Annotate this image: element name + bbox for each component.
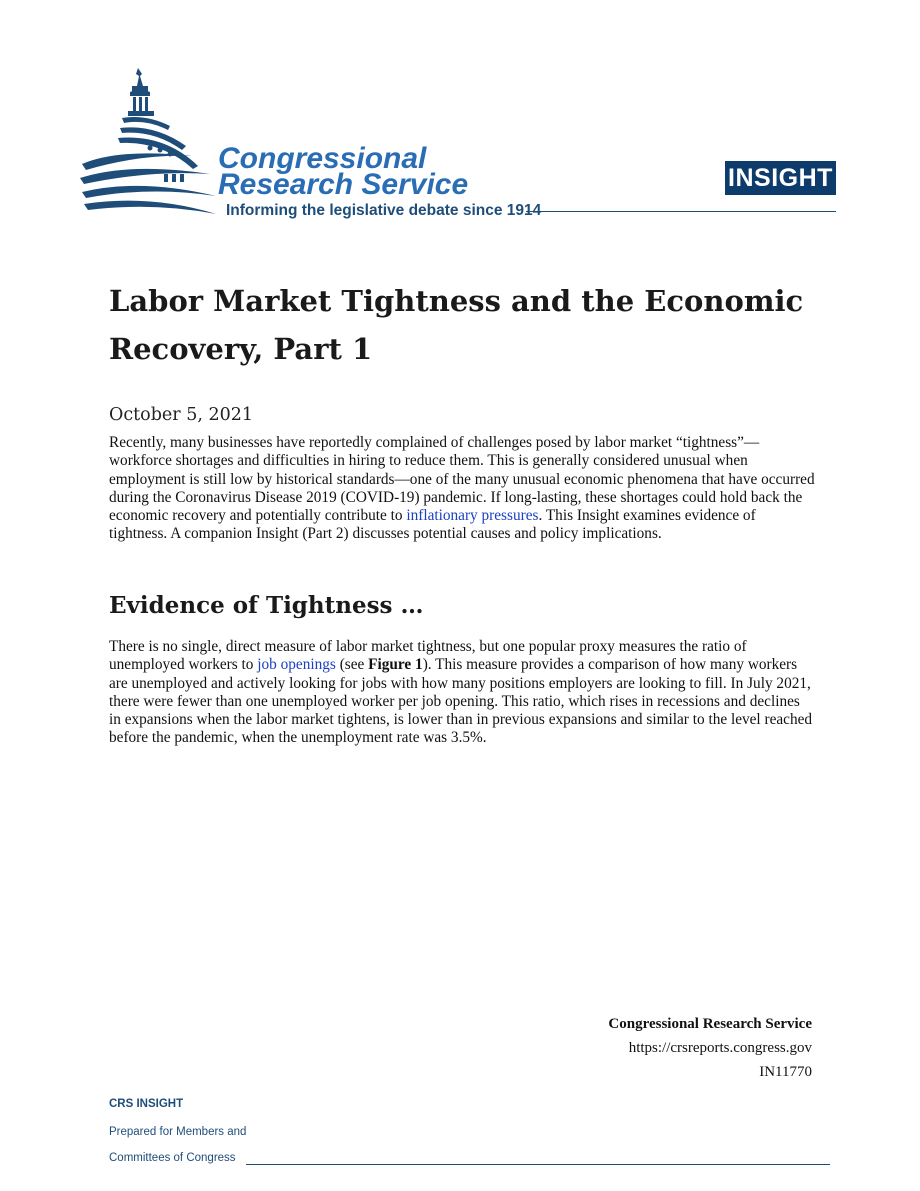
crs-url[interactable]: https://crsreports.congress.gov xyxy=(628,1040,812,1056)
section-heading: Evidence of Tightness … xyxy=(109,592,424,619)
capitol-dome-icon xyxy=(80,66,600,226)
section-paragraph xyxy=(109,638,815,748)
figure-reference: Figure 1 xyxy=(368,656,423,674)
header-rule xyxy=(526,211,836,212)
crs-name: Congressional Research Service xyxy=(608,1016,812,1032)
footer-line2: Prepared for Members and xyxy=(109,1126,247,1138)
footer-rule xyxy=(246,1164,830,1165)
crs-info xyxy=(608,1012,812,1084)
intro-paragraph xyxy=(109,434,815,544)
section-text-1: There is no single, direct measure of labor market tightness, but one popular proxy measures the ratio of unemployed workers to xyxy=(109,638,747,674)
logo-tagline: Informing the legislative debate since 1914 xyxy=(226,202,542,219)
intro-text-2: . This Insight examines evidence of tightness. A companion Insight (Part 2) discusses potential causes and policy implications. xyxy=(109,507,756,543)
section-text-3: ). This measure provides a comparison of how many workers are unemployed and actively looking for jobs with how many positions employers are looking to fill. In July 2021, there were fewer than one unemployed worker per job opening. This ratio, which rises in recessions and declines in expansions when the labor market tightens, is lower than in previous expansions and similar to the level reached before the pandemic, when the unemployment rate was 3.5%. xyxy=(109,656,813,747)
intro-text-1: Recently, many businesses have reportedly complained of challenges posed by labor market “tightness”—workforce shortages and difficulties in hiring to reduce them. This is generally considered unusual when employment is still low by historical standards—one of the many unusual economic phenomena that have occurred during the Coronavirus Disease 2019 (COVID-19) pandemic. If long-lasting, these shortages could hold back the economic recovery and potentially contribute to xyxy=(109,434,815,525)
publication-date: October 5, 2021 xyxy=(109,405,253,425)
page-footer xyxy=(109,1098,246,1164)
crs-logo xyxy=(80,66,600,226)
inflationary-pressures-link[interactable]: inflationary pressures xyxy=(406,507,539,525)
page-title: Labor Market Tightness and the Economic Recovery, Part 1 xyxy=(109,284,804,366)
section-text-2: (see xyxy=(335,656,369,674)
footer-label: CRS INSIGHT xyxy=(109,1098,184,1110)
report-id: IN11770 xyxy=(759,1064,812,1080)
logo-line1: Congressional xyxy=(218,142,427,175)
insight-badge: INSIGHT xyxy=(725,161,836,195)
footer-line3: Committees of Congress xyxy=(109,1152,236,1164)
job-openings-link[interactable]: job openings xyxy=(257,656,336,674)
logo-line2: Research Service xyxy=(218,168,469,201)
